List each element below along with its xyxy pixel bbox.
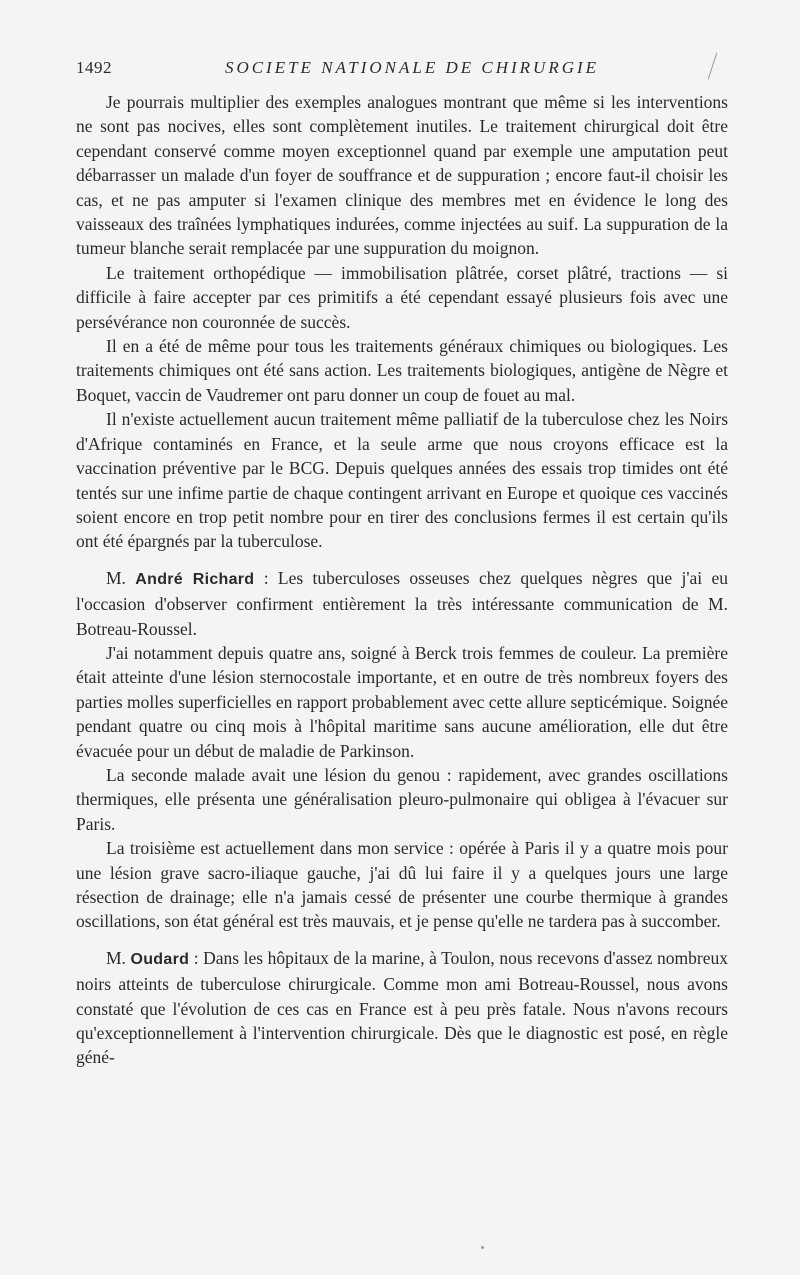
speaker-text: : Les tuberculoses osseuses chez quelques nègres que j'ai eu l'occasion d'observer confirment entièrement la très intéressante communication de M. Botreau-Roussel. (76, 567, 728, 639)
body-text (76, 90, 728, 1070)
speaker-text: : Dans les hôpitaux de la marine, à Toulon, nous recevons d'assez nombreux noirs atteints de tuberculose chirurgicale. Comme mon ami Botreau-Roussel, nous avons constaté que l'évolution de ces cas en France est à peu près fatale. Nous n'avons recours qu'exceptionnellement à l'intervention chirurgicale. Dès que le diagnostic est posé, en règle géné- (76, 947, 729, 1068)
page (76, 58, 728, 1070)
richard-intervention (76, 566, 728, 641)
paragraph: Il n'existe actuellement aucun traitement même palliatif de la tuberculose chez les Noirs d'Afrique contaminés en France, et la seule arme que nous croyons efficace est la vaccination préventive par le BCG. Depuis quelques années des essais trop timides ont été tentés sur une infime partie de chaque contingent arrivant en Europe et quoique ces vaccinés soient encore en trop petit nombre pour en tirer des conclusions fermes il est certain qu'ils ont été épargnés par la tuberculose. (76, 409, 728, 552)
paragraph: La troisième est actuellement dans mon service : opérée à Paris il y a quatre mois pour une lésion grave sacro-iliaque gauche, j'ai dû lui faire il y a quelques jours une large résection de drainage; elle n'a jamais cessé de présenter une courbe thermique à grandes oscillations, son état général est très mauvais, et je pense qu'elle ne tardera pas à succomber. (76, 838, 728, 932)
speaker-name: Oudard (130, 950, 190, 968)
paragraph: Il en a été de même pour tous les traitements généraux chimiques ou biologiques. Les traitements chimiques ont été sans action. Les traitements biologiques, antigène de Nègre et Boquet, vaccin de Vaudremer ont paru donner un coup de fouet au mal. (76, 336, 728, 405)
oudard-intervention (76, 946, 728, 1070)
running-title: SOCIETE NATIONALE DE CHIRURGIE (224, 58, 600, 77)
paragraph: La seconde malade avait une lésion du genou : rapidement, avec grandes oscillations thermiques, elle présenta une généralisation pleuro-pulmonaire qui obligea à l'évacuer sur Paris. (76, 764, 728, 834)
paragraph: Je pourrais multiplier des exemples analogues montrant que même si les interventions ne sont pas nocives, elles sont complètement inutiles. Le traitement chirurgical doit être cependant conservé comme moyen exceptionnel quand par exemple une amputation peut débarrasser un malade d'un foyer de souffrance et de suppuration ; encore faut-il choisir les cas, et ne pas amputer si l'examen clinique des membres met en évidence le long des vaisseaux des traînées lymphatiques indurées, comme injectées au suif. La suppuration de la tumeur blanche serait remplacée par une suppuration du moignon. (76, 92, 728, 259)
page-header (76, 58, 728, 90)
paragraph: J'ai notamment depuis quatre ans, soigné à Berck trois femmes de couleur. La première était atteinte d'une lésion sternocostale importante, et en outre de très nombreux foyers des parties molles superficielles en rapport probablement avec cette allure septicémique. Soignée pendant quatre ou cinq mois à l'hôpital maritime sans aucune amélioration, elle dut être évacuée pour un début de maladie de Parkinson. (76, 642, 728, 761)
speaker-title: M. (106, 947, 126, 968)
page-number: 1492 (76, 58, 112, 77)
paper-speck (481, 1246, 484, 1249)
paragraph: Le traitement orthopédique — immobilisation plâtrée, corset plâtré, tractions — si difficile à faire accepter par ces primitifs a été cependant essayé plusieurs fois avec une persévérance non couronnée de succès. (76, 262, 728, 332)
speaker-title: M. (106, 567, 126, 588)
speaker-name: André Richard (135, 570, 255, 588)
